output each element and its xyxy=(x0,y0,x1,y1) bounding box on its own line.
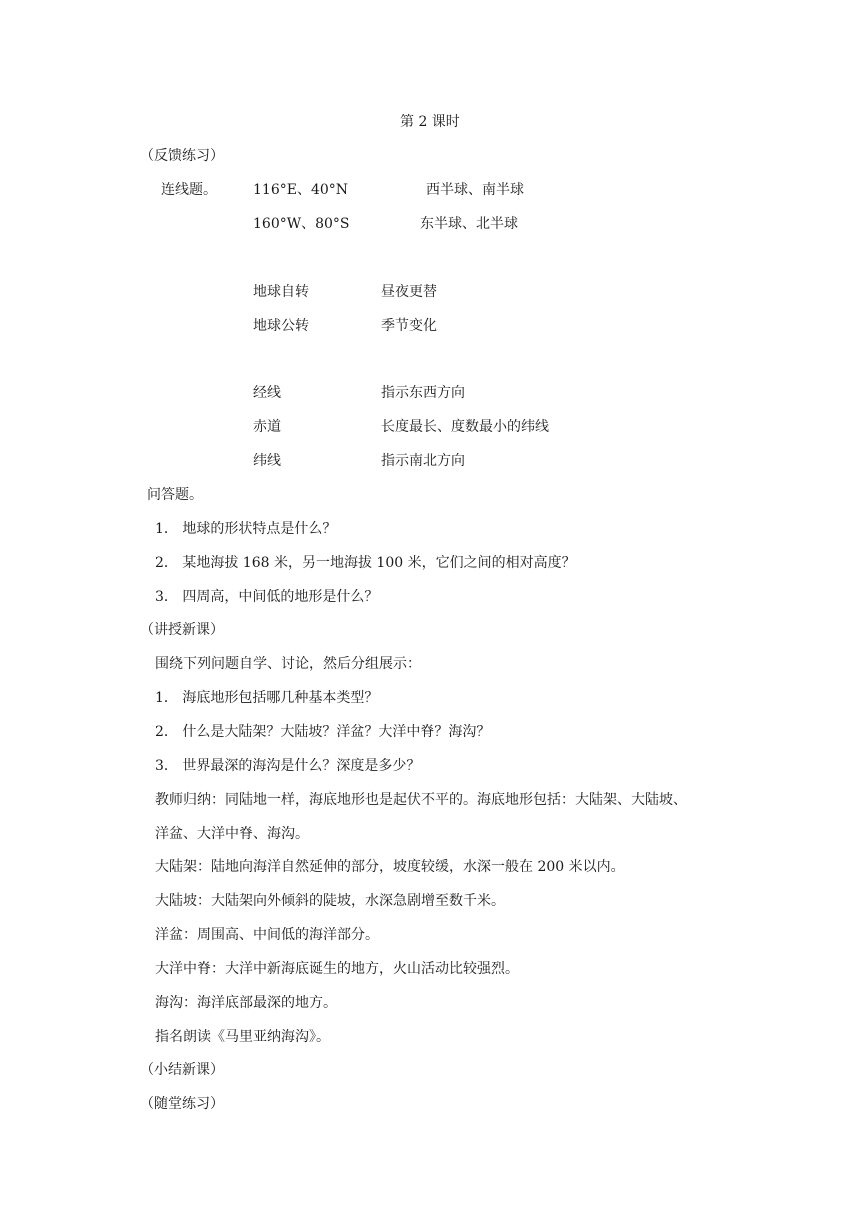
qa-item: 2． 某地海拔 168 米，另一地海拔 100 米，它们之间的相对高度？ xyxy=(155,555,576,571)
qa-label: 问答题。 xyxy=(147,487,203,503)
matching-left-item: 纬线 xyxy=(253,453,281,469)
lesson-question: 1． 海底地形包括哪几种基本类型？ xyxy=(155,690,379,706)
definition-item: 海沟：海洋底部最深的地方。 xyxy=(155,995,337,1011)
definition-item: 大陆架：陆地向海洋自然延伸的部分，坡度较缓，水深一般在 200 米以内。 xyxy=(155,859,625,875)
matching-right-item: 西半球、南半球 xyxy=(426,182,524,198)
qa-item: 1． 地球的形状特点是什么？ xyxy=(155,521,337,537)
lesson-question: 3． 世界最深的海沟是什么？深度是多少？ xyxy=(155,758,421,774)
definition-item: 洋盆：周围高、中间低的海洋部分。 xyxy=(155,927,379,943)
teacher-summary-line: 洋盆、大洋中脊、海沟。 xyxy=(155,826,309,842)
lesson-question: 2． 什么是大陆架？大陆坡？洋盆？大洋中脊？海沟？ xyxy=(155,724,491,740)
matching-right-item: 指示南北方向 xyxy=(381,453,465,469)
practice-heading: （随堂练习） xyxy=(140,1096,224,1112)
matching-left-item: 赤道 xyxy=(253,419,281,435)
matching-left-item: 经线 xyxy=(253,385,281,401)
matching-left-item: 116°E、40°N xyxy=(253,182,349,198)
lesson-intro: 围绕下列问题自学、讨论，然后分组展示： xyxy=(155,656,421,672)
lesson-heading: （讲授新课） xyxy=(140,622,224,638)
matching-right-item: 东半球、北半球 xyxy=(420,216,518,232)
reading-assignment: 指名朗读《马里亚纳海沟》。 xyxy=(155,1029,330,1045)
matching-left-item: 地球自转 xyxy=(253,284,309,300)
summary-heading: （小结新课） xyxy=(140,1062,224,1078)
page-title: 第 2 课时 xyxy=(400,114,460,130)
matching-left-item: 地球公转 xyxy=(253,318,309,334)
matching-label: 连线题。 xyxy=(161,182,217,198)
matching-right-item: 昼夜更替 xyxy=(381,284,437,300)
definition-item: 大陆坡：大陆架向外倾斜的陡坡，水深急剧增至数千米。 xyxy=(155,893,505,909)
definition-item: 大洋中脊：大洋中新海底诞生的地方，火山活动比较强烈。 xyxy=(155,961,519,977)
matching-right-item: 指示东西方向 xyxy=(381,385,465,401)
matching-right-item: 长度最长、度数最小的纬线 xyxy=(381,419,549,435)
qa-item: 3． 四周高，中间低的地形是什么？ xyxy=(155,589,379,605)
feedback-heading: （反馈练习） xyxy=(140,148,224,164)
matching-left-item: 160°W、80°S xyxy=(253,216,350,232)
matching-right-item: 季节变化 xyxy=(381,318,437,334)
teacher-summary-line: 教师归纳：同陆地一样，海底地形也是起伏不平的。海底地形包括：大陆架、大陆坡、 xyxy=(155,792,687,808)
